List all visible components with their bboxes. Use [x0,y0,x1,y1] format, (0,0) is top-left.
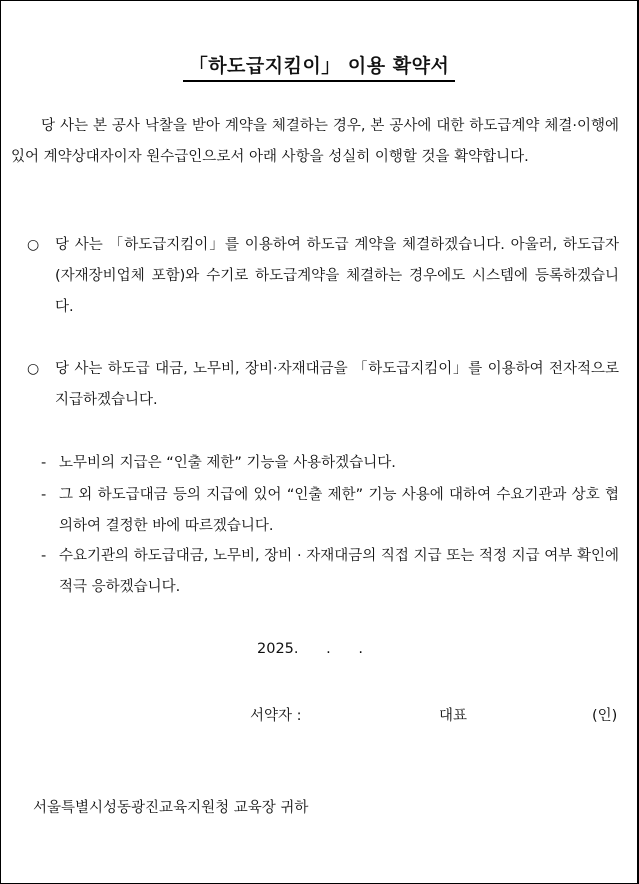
dash-item [41,541,619,603]
signer-label: 서약자 : [250,708,302,724]
recipient-line: 서울특별시성동광진교육지원청 교육장 귀하 [33,800,309,816]
dash-item [41,480,619,542]
bullet-text: 당 사는 「하도급지킴이」를 이용하여 하도급 계약을 체결하겠습니다. 아울러, 하도급자(자재장비업체 포함)와 수기로 하도급계약을 체결하는 경우에도 시스템에 등록하겠습니다. [55,237,619,315]
dash-bullet: - [41,455,47,471]
bullet-item [27,230,619,323]
dash-text: 그 외 하도급대금 등의 지급에 있어 “인출 제한” 기능 사용에 대하여 수요기관과 상호 협의하여 결정한 바에 따르겠습니다. [59,487,619,534]
document-title-wrap [1,51,637,82]
bullet-text: 당 사는 하도급 대금, 노무비, 장비·자재대금을 「하도급지킴이」를 이용하여 전자적으로 지급하겠습니다. [55,361,619,408]
bullet-item [27,354,619,416]
intro-paragraph: 당 사는 본 공사 낙찰을 받아 계약을 체결하는 경우, 본 공사에 대한 하도급계약 체결·이행에 있어 계약상대자이자 원수급인으로서 아래 사항을 성실히 이행할 것을 확약합니다. [11,118,619,165]
circle-bullet-icon: ○ [27,237,40,253]
representative-label: 대표 [439,708,468,724]
dash-bullet: - [41,548,47,564]
date-line: 2025. . . [257,641,364,657]
dash-text: 수요기관의 하도급대금, 노무비, 장비 · 자재대금의 직접 지급 또는 적정 지급 여부 확인에 적극 응하겠습니다. [59,548,619,595]
seal-label: (인) [592,708,618,724]
circle-bullet-icon: ○ [27,361,40,377]
dash-text: 노무비의 지급은 “인출 제한” 기능을 사용하겠습니다. [59,455,396,471]
document-title: 「하도급지킴이」 이용 확약서 [183,51,456,82]
dash-bullet: - [41,487,47,503]
dash-item [41,448,619,479]
